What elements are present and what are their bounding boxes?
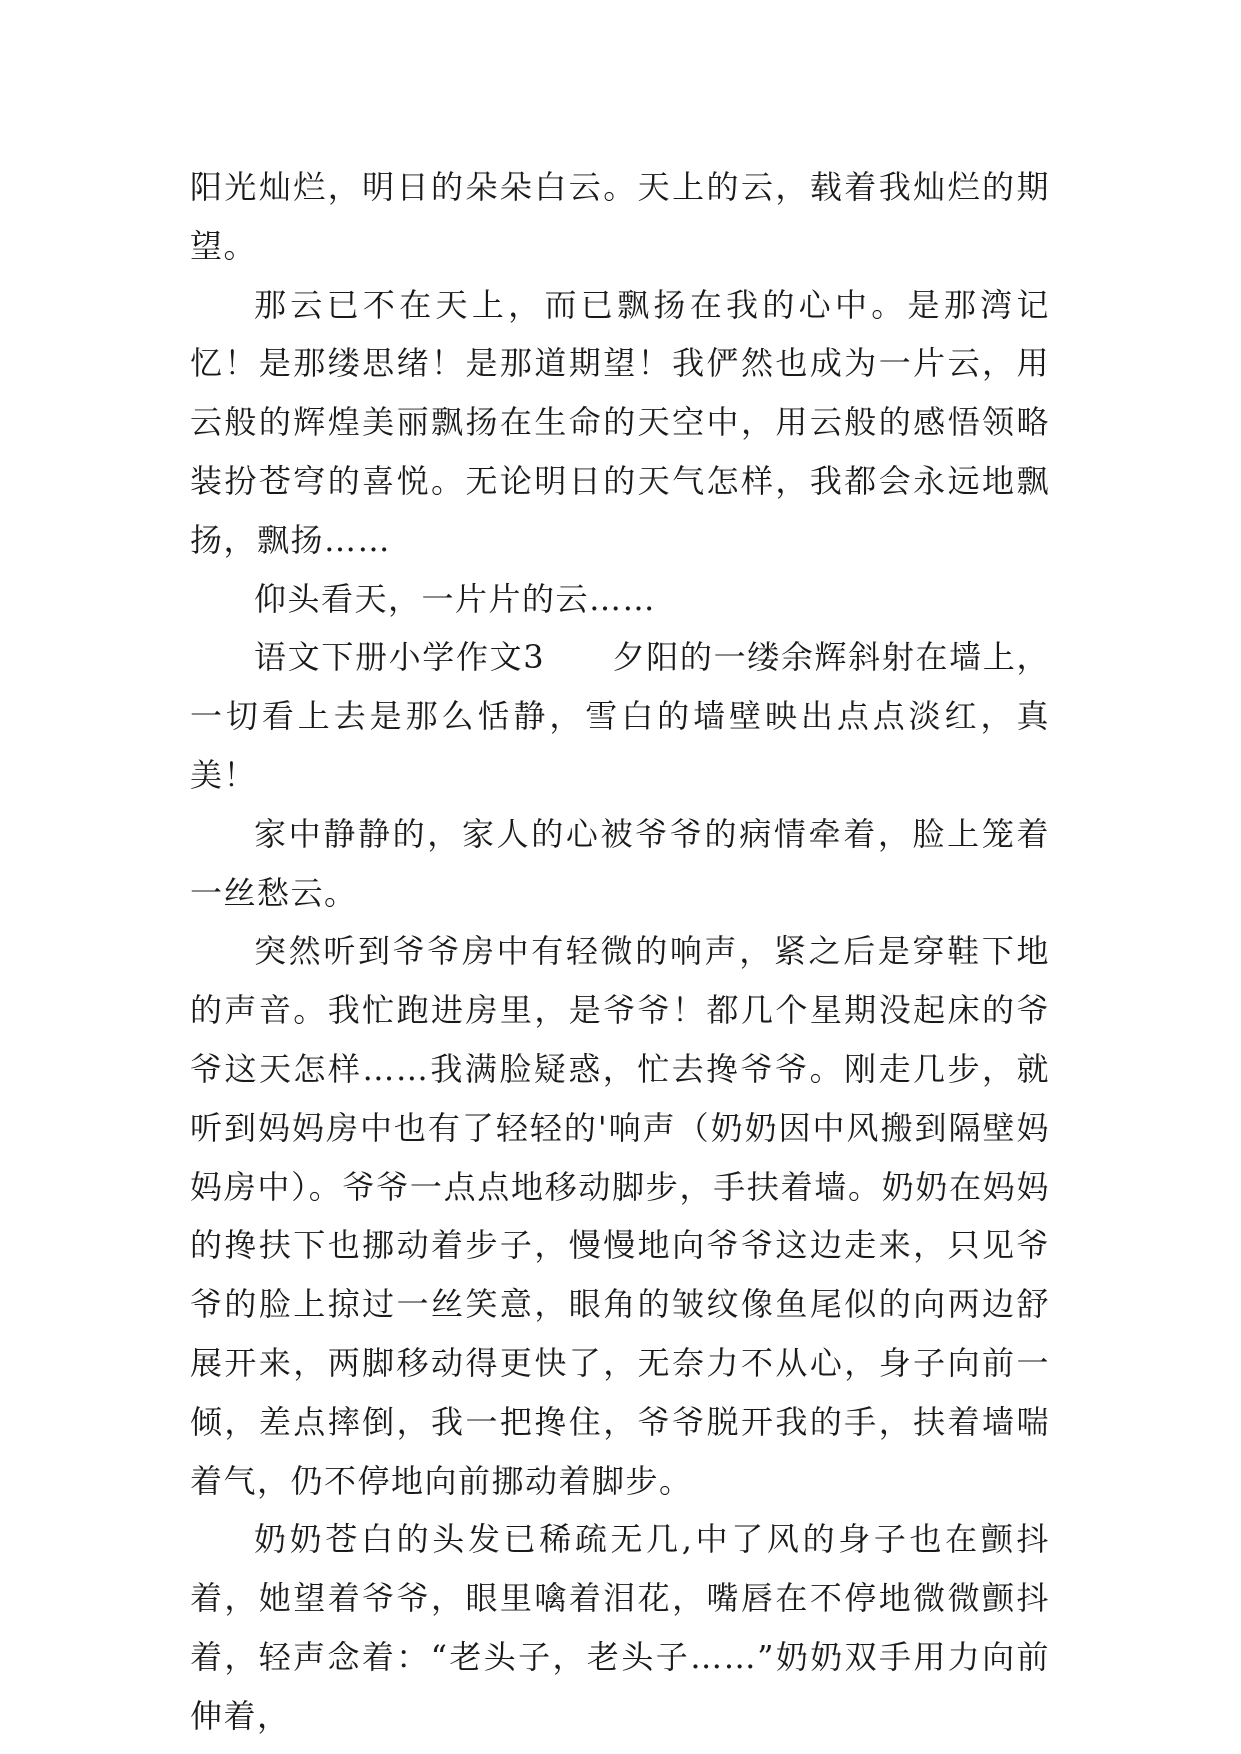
document-body [190, 158, 1050, 1746]
paragraph: 奶奶苍白的头发已稀疏无几,中了风的身子也在颤抖着，她望着爷爷，眼里噙着泪花，嘴唇在不停地微微颤抖着，轻声念着：“老头子，老头子……”奶奶双手用力向前伸着， [190, 1520, 1050, 1735]
paragraph: 语文下册小学作文3 夕阳的一缕余辉斜射在墙上，一切看上去是那么恬静，雪白的墙壁映出点点淡红，真美！ [190, 638, 1050, 794]
paragraph: 突然听到爷爷房中有轻微的响声，紧之后是穿鞋下地的声音。我忙跑进房里，是爷爷！都几个星期没起床的爷爷这天怎样……我满脸疑惑，忙去搀爷爷。刚走几步，就听到妈妈房中也有了轻轻的'响声（奶奶因中风搬到隔壁妈妈房中）。爷爷一点点地移动脚步，手扶着墙。奶奶在妈妈的搀扶下也挪动着步子，慢慢地向爷爷这边走来，只见爷爷的脸上掠过一丝笑意，眼角的皱纹像鱼尾似的向两边舒展开来，两脚移动得更快了，无奈力不从心，身子向前一倾，差点摔倒，我一把搀住，爷爷脱开我的手，扶着墙喘着气，仍不停地向前挪动着脚步。 [190, 932, 1050, 1500]
paragraph: 仰头看天，一片片的云…… [254, 579, 657, 618]
paragraph: 家中静静的，家人的心被爷爷的病情牵着，脸上笼着一丝愁云。 [190, 814, 1050, 912]
paragraph: 那云已不在天上，而已飘扬在我的心中。是那湾记忆！是那缕思绪！是那道期望！我俨然也成为一片云，用云般的辉煌美丽飘扬在生命的天空中，用云般的感悟领略装扮苍穹的喜悦。无论明日的天气怎样，我都会永远地飘扬，飘扬…… [190, 285, 1050, 559]
paragraph: 阳光灿烂，明日的朵朵白云。天上的云，载着我灿烂的期望。 [190, 168, 1050, 265]
